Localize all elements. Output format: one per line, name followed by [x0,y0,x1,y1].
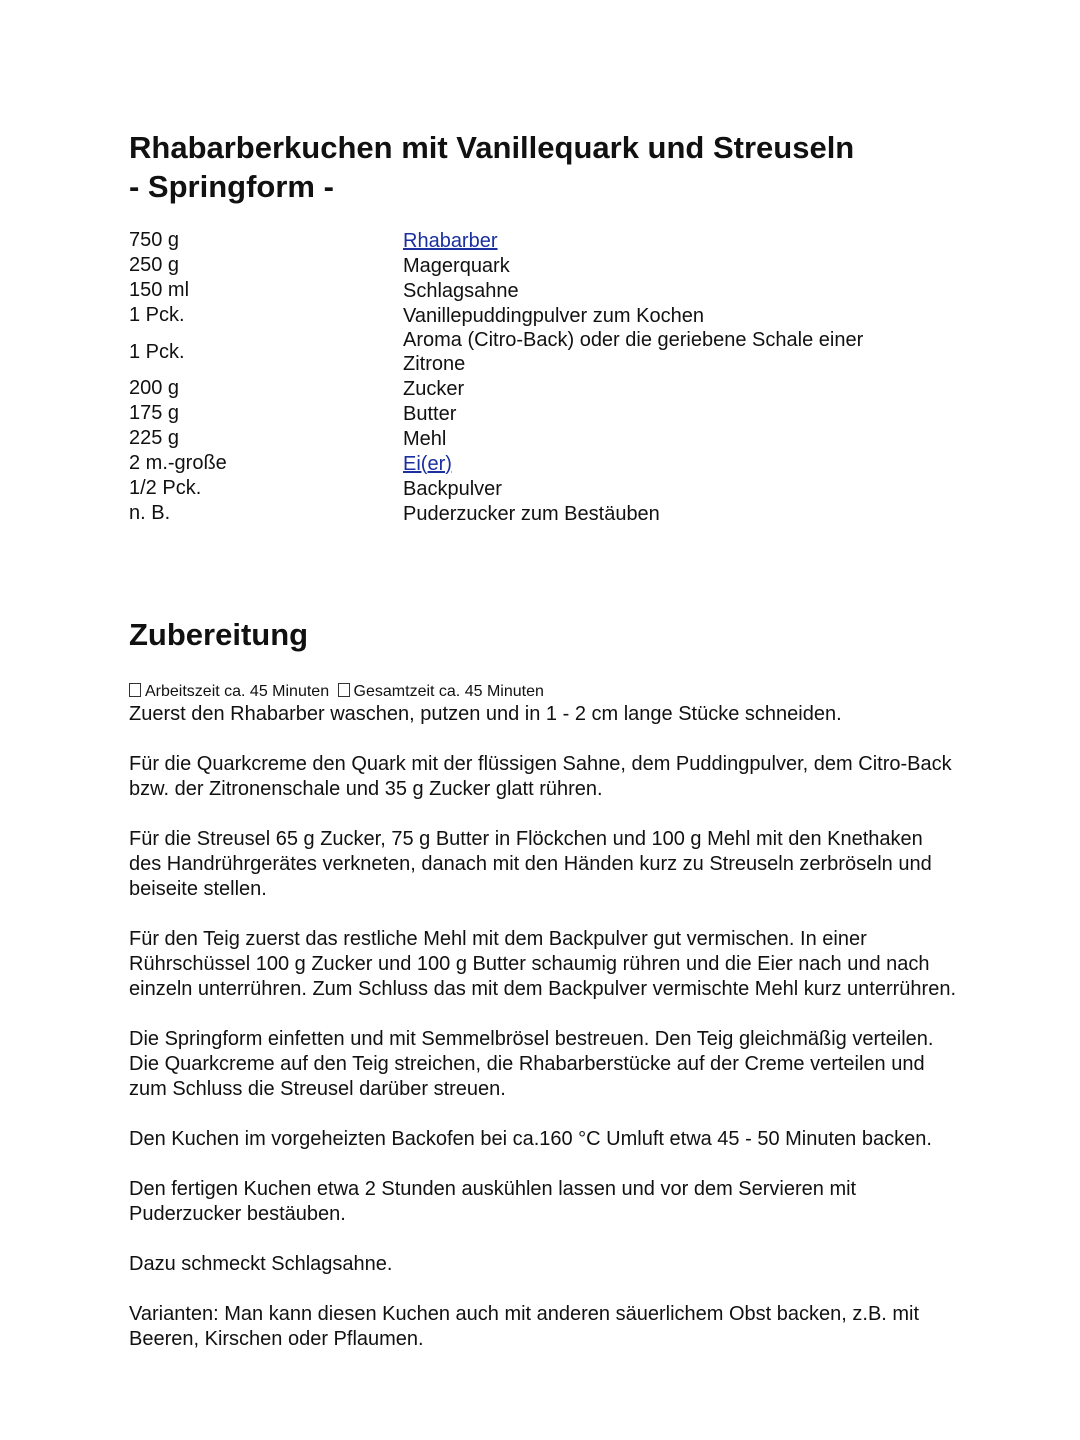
ingredient-row [129,426,959,451]
ingredient-name: Butter [403,402,457,425]
ingredient-name: Schlagsahne [403,279,519,302]
step-paragraph: Für die Streusel 65 g Zucker, 75 g Butter in Flöckchen und 100 g Mehl mit den Knethaken des Handrührgerätes verkneten, danach mit den Händen kurz zu Streuseln zerbröseln und beiseite stellen. [129,828,932,900]
ingredient-amount: 225 g [129,427,180,449]
ingredient-row [129,401,959,426]
ingredient-row [129,328,959,376]
recipe-title-line1: Rhabarberkuchen mit Vanillequark und Streuseln [129,130,855,165]
ingredient-row [129,278,959,303]
recipe-title [129,128,854,206]
ingredient-amount: 2 m.-große [129,452,227,474]
ingredient-name: Backpulver [403,477,502,500]
ingredient-row [129,501,959,526]
step-paragraph: Für die Quarkcreme den Quark mit der flüssigen Sahne, dem Puddingpulver, dem Citro-Back bzw. der Zitronenschale und 35 g Zucker glatt rühren. [129,753,952,800]
ingredient-row [129,253,959,278]
ingredient-amount: 175 g [129,402,180,424]
clock-icon [129,683,141,697]
ingredient-name: Aroma (Citro-Back) oder die geriebene Schale einer Zitrone [403,329,864,375]
ingredient-row [129,303,959,328]
ingredient-amount: 200 g [129,377,180,399]
ingredient-amount: 250 g [129,254,180,276]
ingredient-amount: n. B. [129,502,171,524]
ingredient-amount: 1/2 Pck. [129,477,202,499]
ingredient-name: Puderzucker zum Bestäuben [403,502,660,525]
ingredient-amount: 1 Pck. [129,304,185,326]
preparation-steps [129,702,959,1377]
total-time: Gesamtzeit ca. 45 Minuten [353,683,544,700]
ingredient-name: Zucker [403,377,465,400]
ingredient-row [129,376,959,401]
ingredient-name: Mehl [403,427,447,450]
step-paragraph: Zuerst den Rhabarber waschen, putzen und in 1 - 2 cm lange Stücke schneiden. [129,703,842,725]
time-info [129,682,544,702]
ingredient-amount: 150 ml [129,279,190,301]
step-paragraph: Die Springform einfetten und mit Semmelbrösel bestreuen. Den Teig gleichmäßig verteilen. Die Quarkcreme auf den Teig streichen, die Rhabarberstücke auf der Creme verteilen und zum Schluss die Streusel darüber streuen. [129,1028,934,1100]
step-paragraph: Dazu schmeckt Schlagsahne. [129,1253,393,1275]
ingredient-name: Vanillepuddingpulver zum Kochen [403,304,704,327]
step-paragraph: Den Kuchen im vorgeheizten Backofen bei ca.160 °C Umluft etwa 45 - 50 Minuten backen. [129,1128,932,1150]
ingredient-amount: 750 g [129,229,180,251]
step-paragraph: Den fertigen Kuchen etwa 2 Stunden auskühlen lassen und vor dem Servieren mit Puderzucker bestäuben. [129,1178,857,1225]
ingredient-link-eier[interactable]: Ei(er) [403,452,452,475]
ingredient-amount: 1 Pck. [129,340,185,363]
ingredient-link-rhabarber[interactable]: Rhabarber [403,229,498,252]
recipe-title-line2: - Springform - [129,169,334,204]
step-paragraph: Für den Teig zuerst das restliche Mehl mit dem Backpulver gut vermischen. In einer Rührschüssel 100 g Zucker und 100 g Butter schaumig rühren und die Eier nach und nach einzeln unterrühren. Zum Schluss das mit dem Backpulver vermischte Mehl kurz unterrühren. [129,928,957,1000]
step-paragraph: Varianten: Man kann diesen Kuchen auch mit anderen säuerlichem Obst backen, z.B. mit Beeren, Kirschen oder Pflaumen. [129,1303,920,1350]
ingredients-table [129,228,959,526]
ingredient-row [129,451,959,476]
ingredient-row [129,476,959,501]
clock-icon [338,683,350,697]
ingredient-name: Magerquark [403,254,510,277]
work-time: Arbeitszeit ca. 45 Minuten [145,683,330,700]
ingredient-row [129,228,959,253]
preparation-heading: Zubereitung [129,617,309,652]
